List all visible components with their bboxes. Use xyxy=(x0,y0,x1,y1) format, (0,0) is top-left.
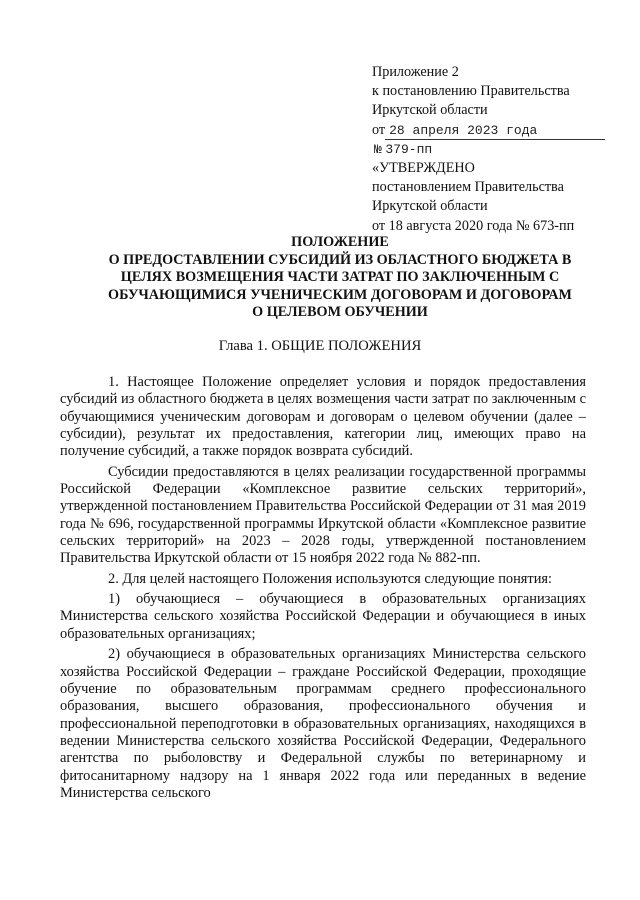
date-value: 28 апреля 2023 года xyxy=(385,123,605,140)
chapter-heading: Глава 1. ОБЩИЕ ПОЛОЖЕНИЯ xyxy=(218,338,422,354)
approved-line-3: Иркутской области xyxy=(372,198,488,215)
appendix-line-3: Иркутской области xyxy=(372,102,488,119)
date-prefix: от xyxy=(372,121,386,138)
title-line-4: ОБУЧАЮЩИМИСЯ УЧЕНИЧЕСКИМ ДОГОВОРАМ И ДОГОВОРАМ xyxy=(108,286,572,303)
appendix-block xyxy=(372,63,612,236)
paragraph: 1) обучающиеся – обучающиеся в образовательных организациях Министерства сельского хозяйства Российской Федерации и обучающиеся в иных образовательных организациях; xyxy=(60,591,586,642)
paragraph: 1. Настоящее Положение определяет условия и порядок предоставления субсидий из областного бюджета в целях возмещения части затрат по заключенным с обучающимися ученическим договорам и договорам о целевом обучении (далее – субсидии), результат их предоставления, категории лиц, имеющих право на получение субсидий, а также порядок возврата субсидий. xyxy=(60,374,586,460)
appendix-date-line xyxy=(372,121,612,140)
appendix-number-line xyxy=(372,140,612,159)
paragraph: 2. Для целей настоящего Положения используются следующие понятия: xyxy=(108,570,553,587)
appendix-line-2: к постановлению Правительства xyxy=(372,83,570,100)
approved-line-1: «УТВЕРЖДЕНО xyxy=(372,160,475,177)
number-prefix: № xyxy=(374,141,382,157)
appendix-line-1: Приложение 2 xyxy=(372,64,459,80)
title-line-5: О ЦЕЛЕВОМ ОБУЧЕНИИ xyxy=(252,304,428,321)
number-value: 379-пп xyxy=(385,141,433,157)
title-line-3: ЦЕЛЯХ ВОЗМЕЩЕНИЯ ЧАСТИ ЗАТРАТ ПО ЗАКЛЮЧЕННЫМ С xyxy=(120,269,560,286)
document-body xyxy=(60,374,586,805)
approved-line-4: от 18 августа 2020 года № 673-пп xyxy=(372,217,575,234)
approved-line-2: постановлением Правительства xyxy=(372,179,564,196)
paragraph: Субсидии предоставляются в целях реализации государственной программы Российской Федерации «Комплексное развитие сельских территорий», утвержденной постановлением Правительства Российской Федерации от 31 мая 2019 года № 696, государственной программы Иркутской области «Комплексное развитие сельских территорий» на 2023 – 2028 годы, утвержденной постановлением Правительства Иркутской области от 15 ноября 2022 года № 882-пп. xyxy=(60,463,586,567)
title-line-2: О ПРЕДОСТАВЛЕНИИ СУБСИДИЙ ИЗ ОБЛАСТНОГО БЮДЖЕТА В xyxy=(108,251,572,268)
document-title xyxy=(60,234,620,322)
title-line-1: ПОЛОЖЕНИЕ xyxy=(291,234,389,250)
paragraph: 2) обучающиеся в образовательных организациях Министерства сельского хозяйства Российской Федерации – граждане Российской Федерации, проходящие обучение по образовательным программам среднего профессионального образования, высшего образования, профессионального обучения и профессиональной переподготовки в образовательных организациях, находящихся в ведении Министерства сельского хозяйства Российской Федерации, Федерального агентства по рыболовству и Федеральной службы по ветеринарному и фитосанитарному надзору на 1 января 2022 года или переданных в ведение Министерства сельского xyxy=(60,646,586,801)
